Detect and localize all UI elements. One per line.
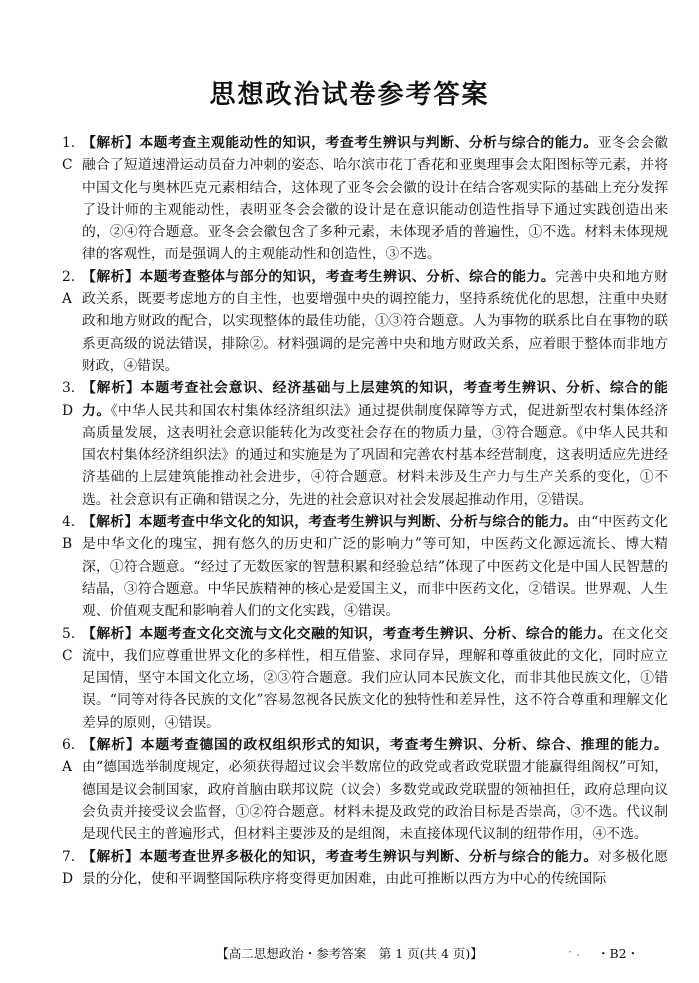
answer-text [62, 132, 668, 266]
answer-text [62, 734, 668, 845]
answer-item [62, 511, 668, 622]
answer-text [62, 266, 668, 377]
answer-number: 1. C [62, 135, 76, 174]
answer-text [62, 377, 668, 511]
answer-item [62, 266, 668, 377]
analysis-body: 在文化交流中，我们应尊重世界文化的多样性，相互借鉴、求同存异，理解和尊重彼此的文化，同时应立足国情，坚守本国文化立场，②③符合题意。我们应认同本民族文化，而非其他民族文化，①错误。“同等对待各民族的文化”容易忽视各民族文化的独特性和差异性，这不符合尊重和理解文化差异的原则，④错误。 [82, 625, 668, 731]
analysis-heading: 本题考查社会意识、经济基础与上层建筑的知识，考查考生辨识、分析、综合的能力。 [82, 380, 668, 419]
answer-item [62, 734, 668, 845]
answer-item [62, 132, 668, 266]
analysis-body: 完善中央和地方财政关系，既要考虑地方的自主性，也要增强中央的调控能力，坚持系统优化的思想，注重中央财政和地方财政的配合，以实现整体的最佳功能，①③符合题意。人为事物的联系比自在事物的联系更高级的说法错误，排除②。材料强调的是完善中央和地方财政关系，应着眼于整体而非地方财政，④错误。 [82, 268, 668, 374]
answer-item [62, 846, 668, 891]
page-footer [0, 944, 699, 962]
analysis-tag: 【解析】 [82, 380, 141, 397]
analysis-tag: 【解析】 [82, 737, 141, 754]
analysis-body: 由“中医药文化是中华文化的瑰宝，拥有悠久的历史和广泛的影响力”等可知，中医药文化源远流长、博大精深，①符合题意。“经过了无数医家的智慧积累和经验总结”体现了中医药文化是中国人民智慧的结晶，③符合题意。中华民族精神的核心是爱国主义，而非中医药文化，②错误。世界观、人生观、价值观支配和影响着人们的文化实践，④错误。 [82, 514, 668, 620]
answer-item [62, 377, 668, 511]
answer-number: 5. C [62, 625, 76, 664]
analysis-tag: 【解析】 [82, 514, 139, 531]
analysis-tag: 【解析】 [82, 848, 140, 865]
analysis-tag: 【解析】 [82, 135, 140, 151]
analysis-body: 亚冬会会徽融合了短道速滑运动员奋力冲刺的姿态、哈尔滨市花丁香花和亚奥理事会太阳图标等元素，并将中国文化与奥林匹克元素相结合，这体现了亚冬会会徽的设计在结合客观实际的基础上充分发挥了设计师的主观能动性，表明亚冬会会徽的设计是在意识能动创造性指导下通过实践创造出来的，②④符合题意。亚冬会会徽包含了多种元素，未体现矛盾的普遍性，①不选。材料未体现规律的客观性，而是强调人的主观能动性和创造性，③不选。 [82, 135, 668, 263]
analysis-heading: 本题考查德国的政权组织形式的知识，考查考生辨识、分析、综合、推理的能力。 [140, 737, 668, 754]
answer-number: 6. A [62, 737, 76, 776]
answer-text [62, 846, 668, 891]
analysis-heading: 本题考查文化交流与文化交融的知识，考查考生辨识、分析、综合的能力。 [139, 625, 612, 642]
analysis-heading: 本题考查世界多极化的知识，考查考生辨识与判断、分析与综合的能力。 [139, 848, 598, 865]
footer-scan-dots: · . [568, 944, 580, 959]
answer-text [62, 511, 668, 622]
footer-code: ・B2・ [597, 946, 640, 961]
answer-item [62, 623, 668, 734]
analysis-body: 由“德国选举制度规定，必须获得超过议会半数席位的政党或者政党联盟才能赢得组阁权”可知，德国是议会制国家，政府首脑由联邦议院（议会）多数党或政党联盟的领袖担任，政府总理向议会负责并接受议会监督，①②符合题意。材料未提及政党的政治目标是否崇高，③不选。代议制是现代民主的普遍形式，但材料主要涉及的是组阁，未直接体现代议制的纽带作用，④不选。 [82, 759, 668, 843]
answer-text [62, 623, 668, 734]
footer-text: 【高二思想政治・参考答案 第 1 页(共 4 页)】 [216, 946, 483, 961]
answer-number: 2. A [62, 268, 76, 308]
analysis-heading: 本题考查中华文化的知识，考查考生辨识与判断、分析与综合的能力。 [138, 514, 578, 531]
answer-number: 3. D [62, 380, 76, 419]
analysis-tag: 【解析】 [82, 268, 140, 285]
analysis-body: 对多极化愿景的分化，使和平调整国际秩序将变得更加困难，由此可推断以西方为中心的传统国际 [82, 848, 668, 887]
answer-list [62, 132, 668, 890]
analysis-body: 《中华人民共和国农村集体经济组织法》通过提供制度保障等方式，促进新型农村集体经济高质量发展，这表明社会意识能转化为改变社会存在的物质力量，③符合题意。《中华人民共和国农村集体经济组织法》的通过和实施是为了巩固和完善农村基本经营制度，这表明适应先进经济基础的上层建筑能推动社会进步，④符合题意。材料未涉及生产力与生产关系的变化，①不选。社会意识有正确和错误之分，先进的社会意识对社会发展起推动作用，②错误。 [82, 402, 668, 508]
analysis-tag: 【解析】 [82, 625, 140, 642]
analysis-heading: 本题考查整体与部分的知识，考查考生辨识、分析、综合的能力。 [139, 268, 556, 285]
answer-number: 4. B [62, 514, 76, 553]
analysis-heading: 本题考查主观能动性的知识，考查考生辨识与判断、分析与综合的能力。 [139, 135, 598, 151]
page-title: 思想政治试卷参考答案 [209, 80, 490, 110]
answer-number: 7. D [62, 848, 76, 887]
